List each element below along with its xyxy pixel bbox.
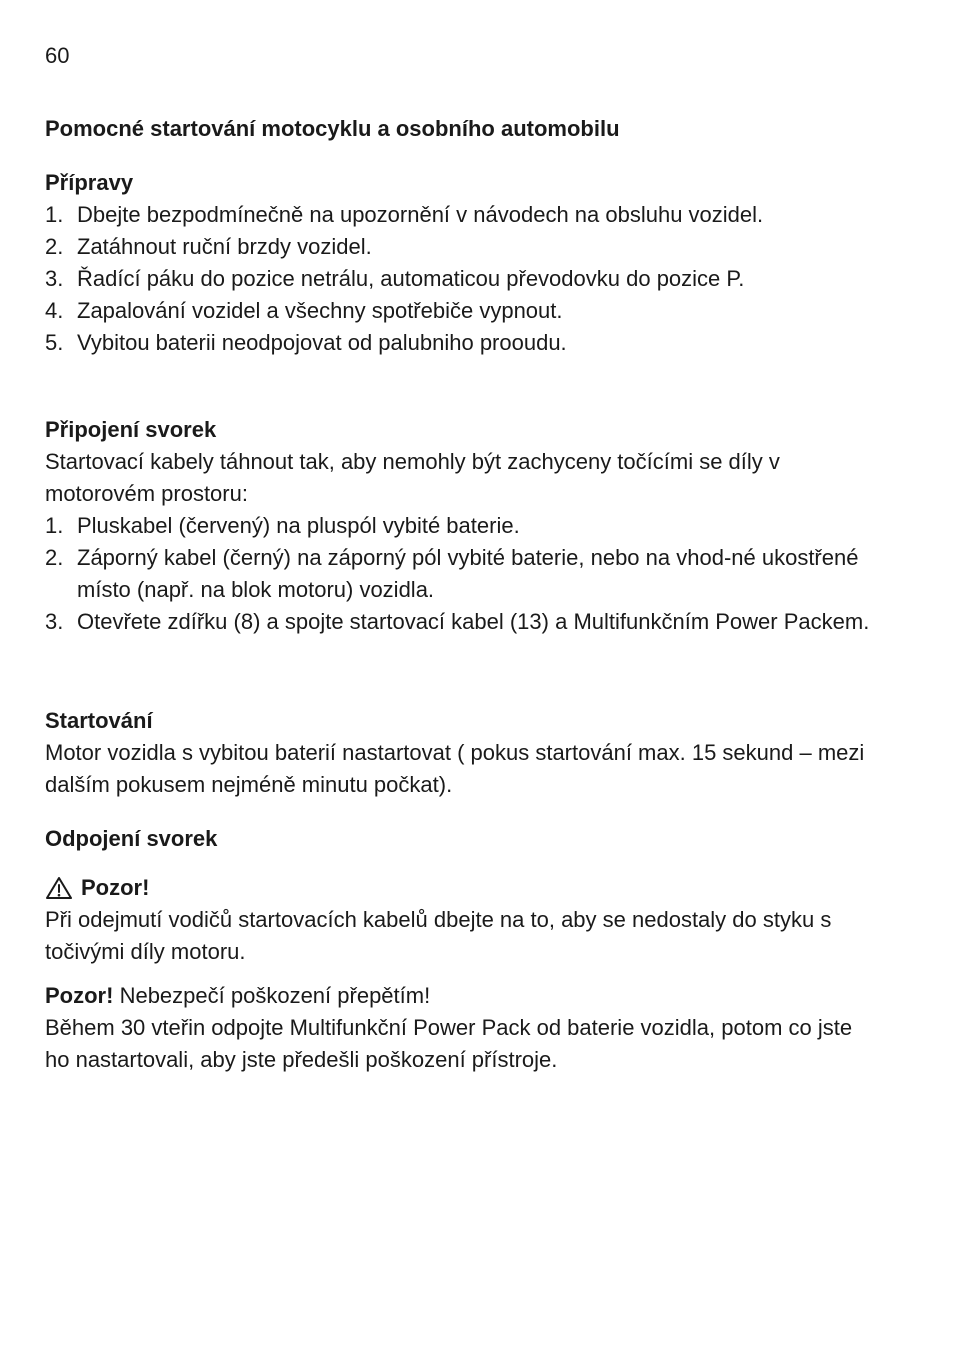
caution-label: Pozor!	[45, 983, 114, 1008]
preparations-list	[45, 199, 875, 359]
connect-intro: Startovací kabely táhnout tak, aby nemohly být zachyceny točícími se díly v motorovém prostoru:	[45, 449, 780, 506]
page-title: Pomocné startování motocyklu a osobního automobilu	[45, 116, 620, 141]
section-start	[45, 705, 875, 801]
caution-text: Nebezpečí poškození přepětím!	[119, 983, 431, 1008]
list-item: 1. Pluskabel (červený) na pluspól vybité baterie.	[45, 513, 520, 538]
start-text: Motor vozidla s vybitou baterií nastartovat ( pokus startování max. 15 sekund – mezi dalším pokusem nejméně minutu počkat).	[45, 740, 865, 797]
warning-block	[45, 872, 875, 968]
section-heading-preparations: Přípravy	[45, 170, 134, 195]
warning-triangle-icon	[45, 876, 73, 900]
section-preparations	[45, 167, 875, 359]
list-item: 5. Vybitou baterii neodpojovat od palubniho prooudu.	[45, 330, 567, 355]
list-item: 2. Záporný kabel (černý) na záporný pól vybité baterie, nebo na vhod-né ukostřené místo (např. na blok motoru) vozidla.	[45, 545, 859, 602]
page-number: 60	[45, 43, 70, 68]
list-item: 4. Zapalování vozidel a všechny spotřebiče vypnout.	[45, 298, 563, 323]
list-item: 3. Otevřete zdířku (8) a spojte startovací kabel (13) a Multifunkčním Power Packem.	[45, 609, 870, 634]
caution-body: Během 30 vteřin odpojte Multifunkční Power Pack od baterie vozidla, potom co jste ho nastartovali, aby jste předešli poškození přístroje.	[45, 1015, 853, 1072]
connect-list	[45, 510, 875, 638]
warning-title	[45, 872, 875, 904]
warning-text: Při odejmutí vodičů startovacích kabelů dbejte na to, aby se nedostaly do styku s točivými díly motoru.	[45, 907, 832, 964]
warning-label: Pozor!	[81, 875, 150, 900]
section-connect	[45, 414, 875, 638]
section-heading-connect: Připojení svorek	[45, 417, 217, 442]
list-item: 1. Dbejte bezpodmínečně na upozornění v návodech na obsluhu vozidel.	[45, 202, 764, 227]
list-item: 3. Řadící páku do pozice netrálu, automaticou převodovku do pozice P.	[45, 266, 745, 291]
section-heading-disconnect: Odpojení svorek	[45, 826, 218, 851]
caution-block	[45, 980, 875, 1076]
section-heading-start: Startování	[45, 708, 153, 733]
section-disconnect	[45, 823, 875, 855]
list-item: 2. Zatáhnout ruční brzdy vozidel.	[45, 234, 372, 259]
caution-line	[45, 980, 875, 1012]
